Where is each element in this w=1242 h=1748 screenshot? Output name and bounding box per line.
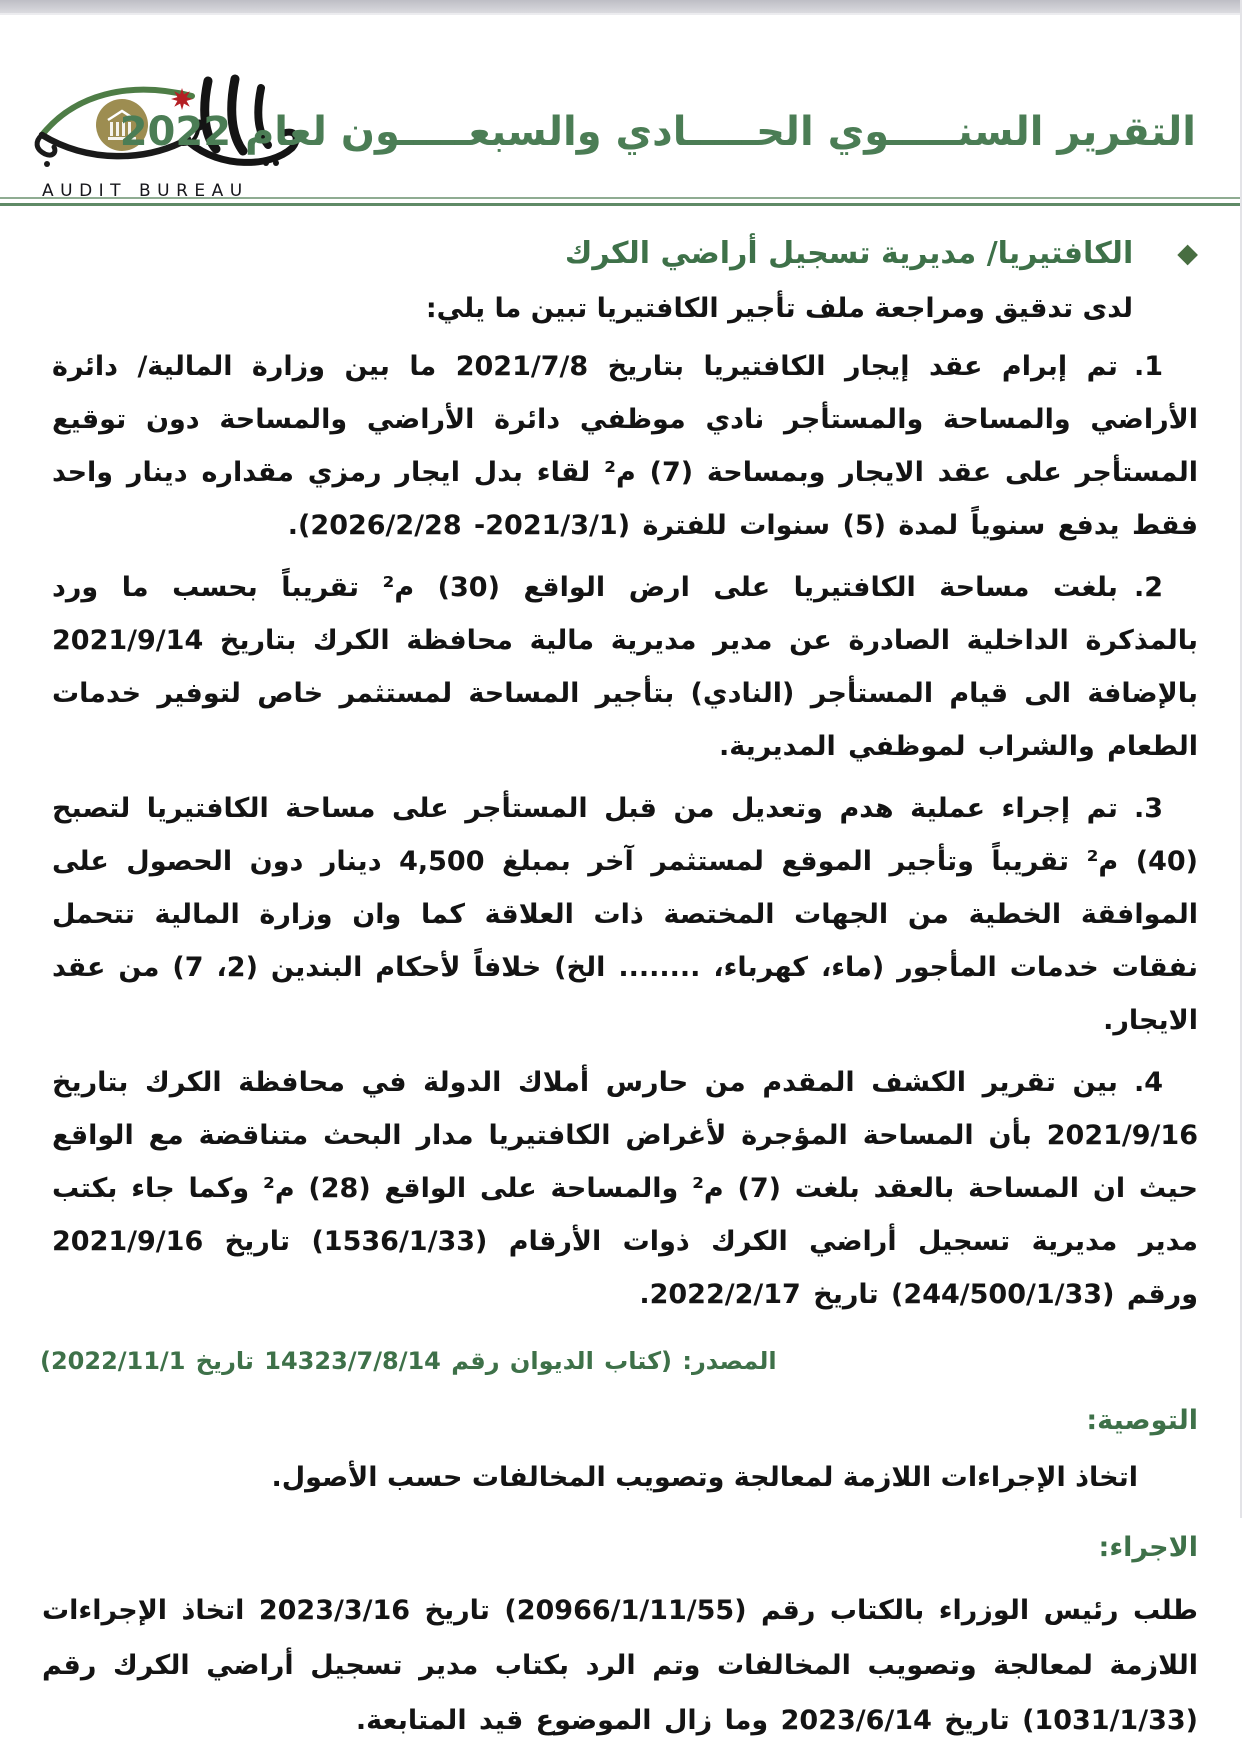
finding-item [52, 1056, 1198, 1321]
findings-list [52, 340, 1198, 1321]
finding-number: 4. [1133, 1067, 1163, 1098]
finding-text: بلغت مساحة الكافتيريا على ارض الواقع (30) م² تقريباً بحسب ما ورد بالمذكرة الداخلية الصادرة عن مدير مديرية مالية محافظة الكرك بتاريخ 2021/9/14 بالإضافة الى قيام المستأجر (النادي) بتأجير المساحة لمستثمر خاص لتوفير خدمات الطعام والشراب لموظفي المديرية. [52, 572, 1198, 762]
finding-number: 2. [1133, 572, 1163, 603]
section-heading-row [52, 234, 1198, 273]
scan-top-edge [0, 0, 1240, 15]
action-text: طلب رئيس الوزراء بالكتاب رقم (20966/1/11/55) تاريخ 2023/3/16 اتخاذ الإجراءات اللازمة لمعالجة وتصويب المخالفات وتم الرد بكتاب مدير تسجيل أراضي الكرك رقم (1031/1/33) تاريخ 2023/6/14 وما زال الموضوع قيد المتابعة. [42, 1595, 1198, 1736]
finding-text: تم إجراء عملية هدم وتعديل من قبل المستأجر على مساحة الكافتيريا لتصبح (40) م² تقريباً وتأجير الموقع لمستثمر آخر بمبلغ 4,500 دينار دون الحصول على الموافقة الخطية من الجهات المختصة ذات العلاقة كما وان وزارة المالية تتحمل نفقات خدمات المأجور (ماء، كهرباء، ........ الخ) خلافاً لأحكام البندين (2، 7) من عقد الايجار. [52, 793, 1198, 1036]
source-reference: المصدر: (كتاب الديوان رقم 14323/7/8/14 تاريخ 2022/11/1) [40, 1347, 777, 1375]
finding-number: 1. [1133, 351, 1164, 382]
finding-item [52, 561, 1198, 773]
diamond-bullet-icon: ◆ [1177, 238, 1198, 269]
recommendation-heading: التوصية: [1086, 1405, 1198, 1436]
page-header [0, 15, 1240, 201]
finding-text: بين تقرير الكشف المقدم من حارس أملاك الدولة في محافظة الكرك بتاريخ 2021/9/16 بأن المساحة المؤجرة لأغراض الكافتيريا مدار البحث متناقضة مع الواقع حيث ان المساحة بالعقد بلغت (7) م² والمساحة على الواقع (28) م² وكما جاء بكتب مدير مديرية تسجيل أراضي الكرك ذوات الأرقام (1536/1/33) تاريخ 2021/9/16 ورقم (244/500/1/33) تاريخ 2022/2/17. [52, 1067, 1198, 1310]
report-title: التقرير السنـــــوي الحـــــادي والسبعـــــون لعام 2022 [119, 109, 1196, 155]
report-body [0, 206, 1240, 1748]
action-heading: الاجراء: [1098, 1532, 1198, 1563]
recommendation-text: اتخاذ الإجراءات اللازمة لمعالجة وتصويب المخالفات حسب الأصول. [271, 1462, 1138, 1493]
finding-item [52, 782, 1198, 1047]
logo-english-text: AUDIT BUREAU [42, 181, 249, 201]
finding-text: تم إبرام عقد إيجار الكافتيريا بتاريخ 2021/7/8 ما بين وزارة المالية/ دائرة الأراضي والمساحة والمستأجر نادي موظفي دائرة الأراضي والمساحة دون توقيع المستأجر على عقد الايجار وبمساحة (7) م² لقاء بدل ايجار رمزي مقداره دينار واحد فقط يدفع سنوياً لمدة (5) سنوات للفترة (2021/3/1- 2026/2/28). [52, 351, 1198, 541]
logo-star-icon [171, 88, 193, 110]
finding-item [52, 340, 1198, 552]
finding-number: 3. [1133, 793, 1163, 824]
section-title: الكافتيريا/ مديرية تسجيل أراضي الكرك [564, 236, 1134, 271]
section-intro: لدى تدقيق ومراجعة ملف تأجير الكافتيريا تبين ما يلي: [425, 293, 1133, 324]
